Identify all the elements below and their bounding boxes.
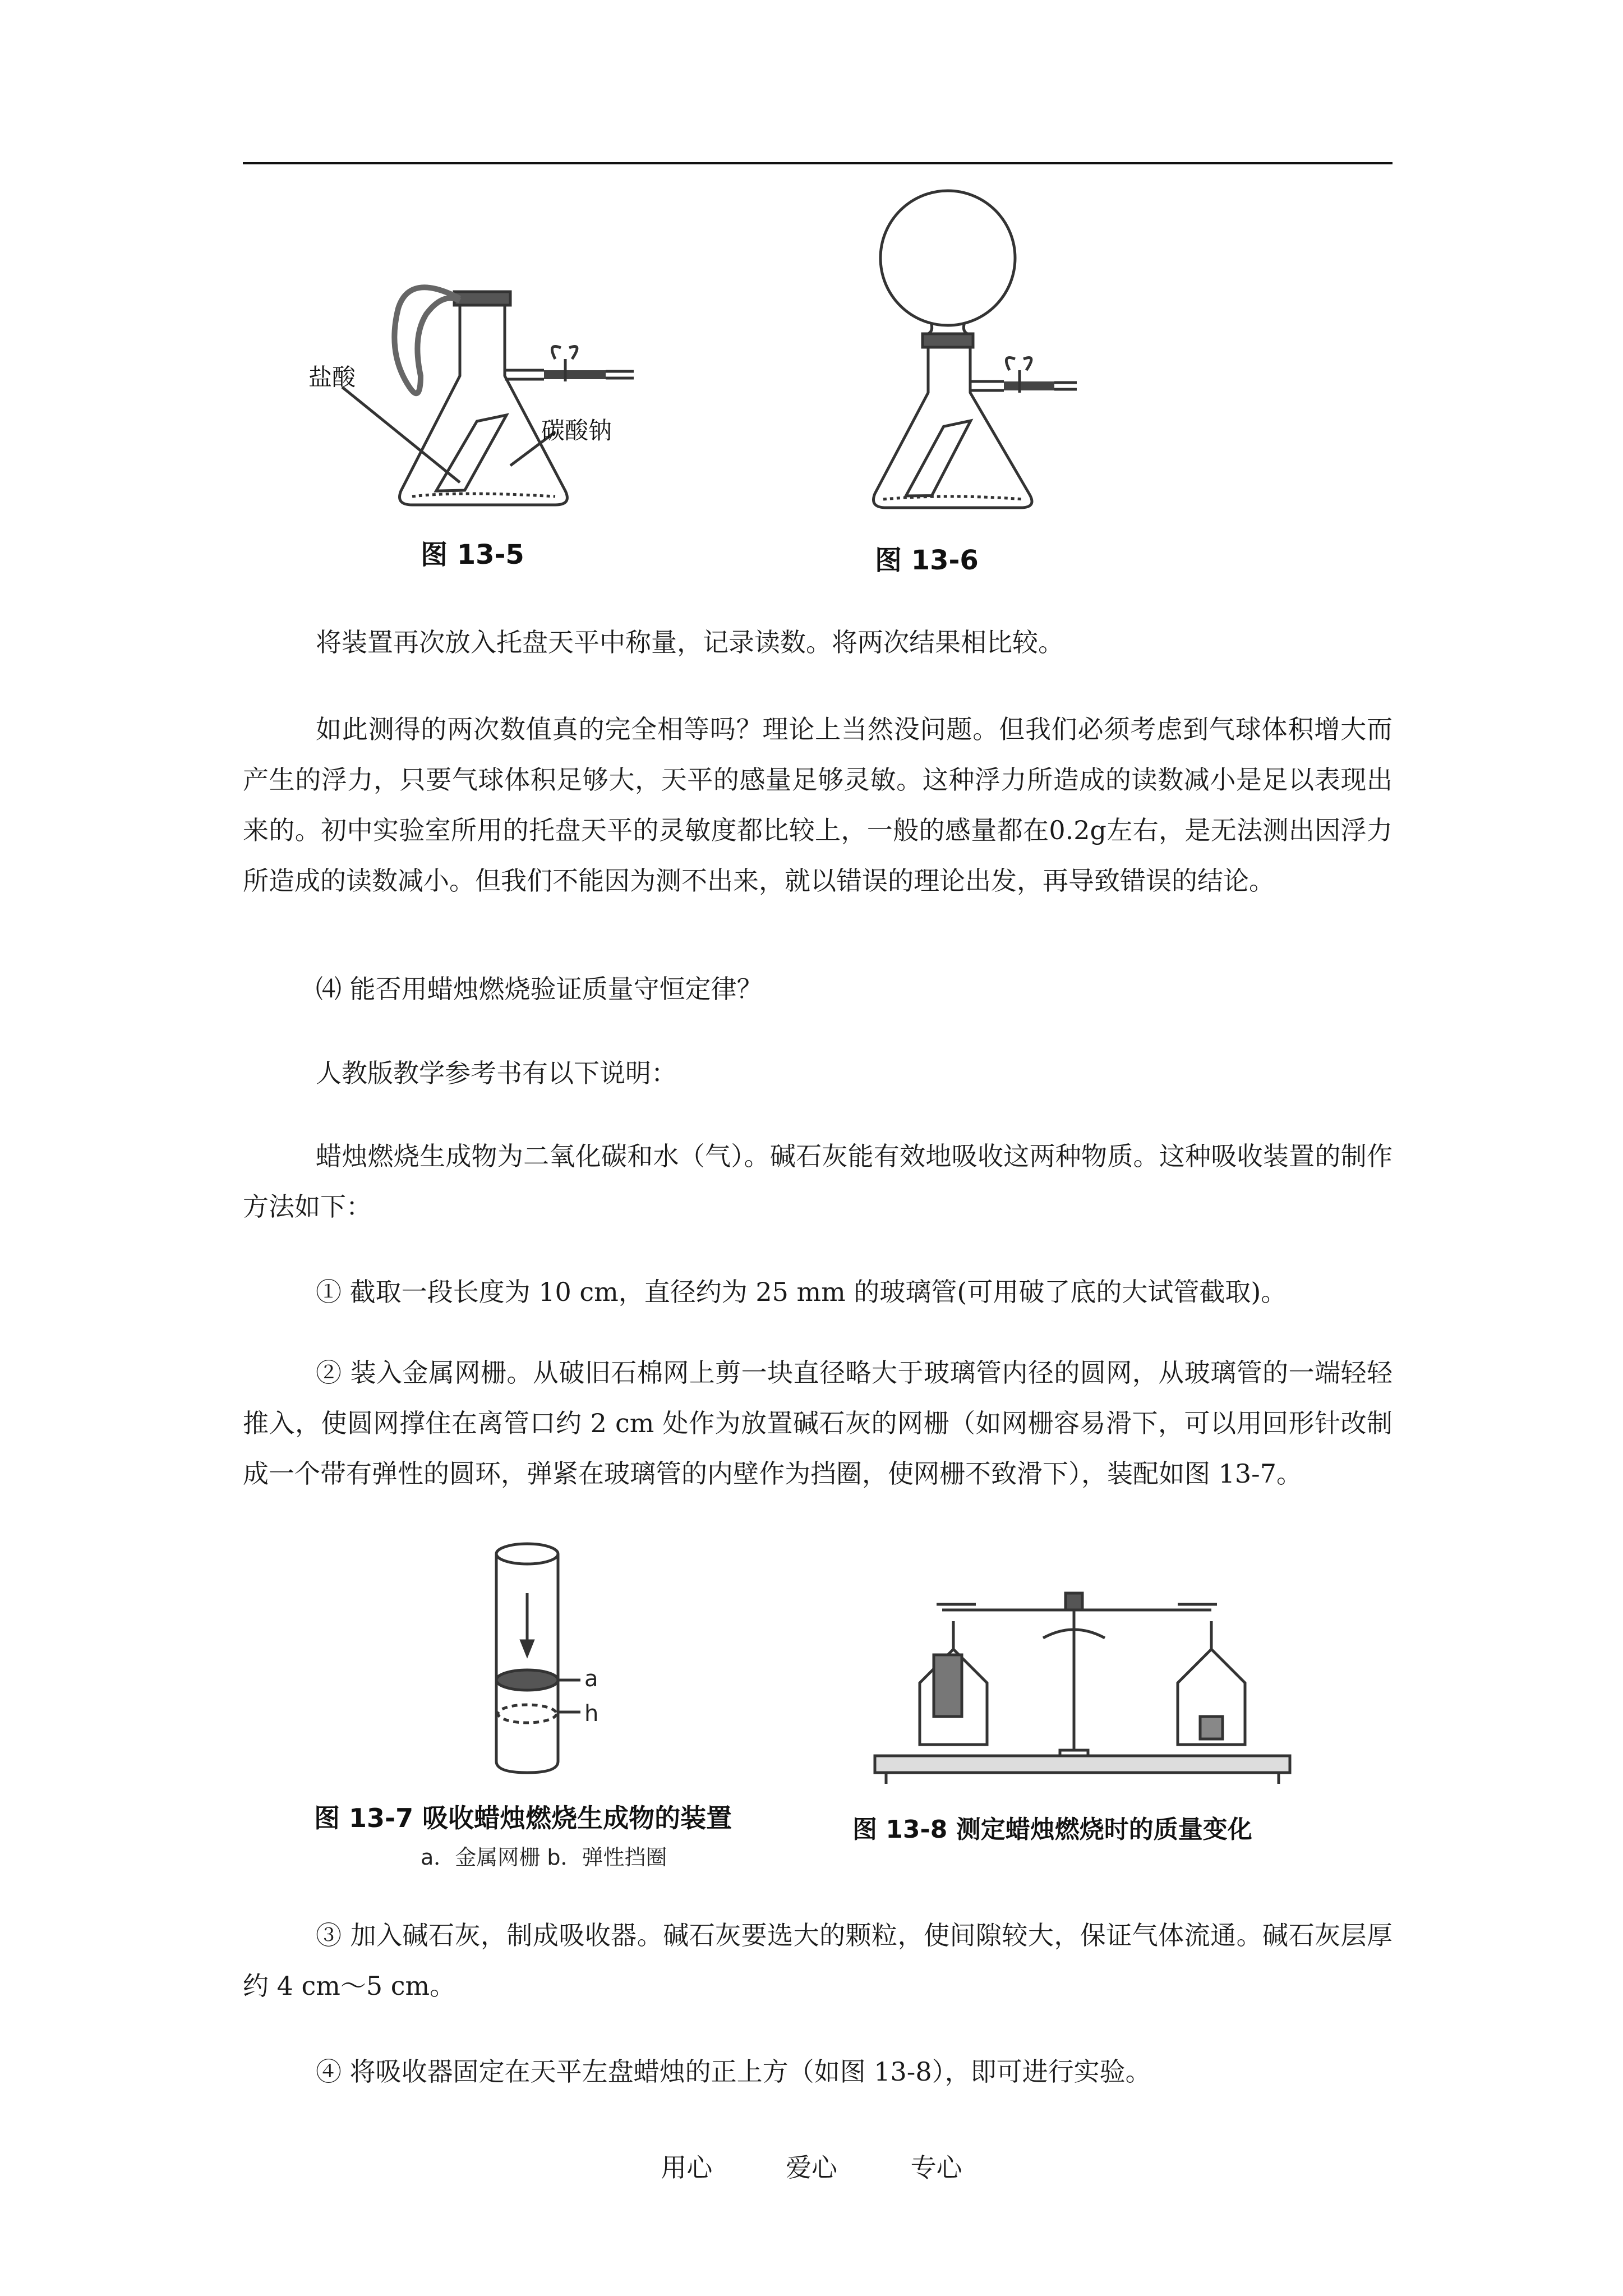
balance-with-candle-illustration bbox=[852, 1571, 1312, 1806]
paragraph: ⑷ 能否用蜡烛燃烧验证质量守恒定律？ bbox=[316, 974, 763, 1004]
label-a: a bbox=[584, 1666, 598, 1692]
figure-13-6 bbox=[836, 191, 1127, 583]
paragraph: ③ 加入碱石灰，制成吸收器。碱石灰要选大的颗粒，使间隙较大，保证气体流通。碱石灰层厚约 4 cm～5 cm。 bbox=[243, 1920, 1393, 2001]
paragraph: 蜡烛燃烧生成物为二氧化碳和水（气）。碱石灰能有效地吸收这两种物质。这种吸收装置的制作方法如下： bbox=[243, 1141, 1393, 1222]
label-sodium-carbonate: 碳酸钠 bbox=[541, 417, 612, 444]
figure-13-8 bbox=[852, 1571, 1312, 1851]
figure-13-7 bbox=[314, 1537, 796, 1879]
label-hydrochloric-acid: 盐酸 bbox=[308, 364, 356, 391]
header-rule bbox=[243, 162, 1393, 164]
footer-text: 专心 bbox=[910, 2152, 962, 2183]
footer-text: 用心 bbox=[661, 2152, 713, 2183]
flask-with-balloon-illustration bbox=[836, 191, 1127, 539]
paragraph: 人教版教学参考书有以下说明： bbox=[316, 1058, 677, 1088]
paragraph: 将装置再次放入托盘天平中称量，记录读数。将两次结果相比较。 bbox=[316, 627, 1064, 657]
figure-caption: 图 13-7 吸收蜡烛燃烧生成物的装置 bbox=[314, 1803, 732, 1833]
page-footer bbox=[0, 2147, 1623, 2184]
paragraph: ② 装入金属网栅。从破旧石棉网上剪一块直径略大于玻璃管内径的圆网，从玻璃管的一端轻轻推入，使圆网撑住在离管口约 2 cm 处作为放置碱石灰的网栅（如网栅容易滑下，可以用回形针改制成一个带有弹性的圆环，弹紧在玻璃管的内壁作为挡圈，使网栅不致滑下），装配如图 13-7。 bbox=[243, 1358, 1393, 1489]
figure-13-5 bbox=[292, 269, 695, 583]
paragraph: ① 截取一段长度为 10 cm，直径约为 25 mm 的玻璃管(可用破了底的大试管截取)。 bbox=[316, 1277, 1287, 1307]
figure-caption: 图 13-5 bbox=[421, 539, 524, 570]
figure-caption: 图 13-6 bbox=[875, 545, 979, 576]
figure-subcaption: a．金属网栅 b．弹性挡圈 bbox=[421, 1845, 667, 1870]
paragraph: 如此测得的两次数值真的完全相等吗？理论上当然没问题。但我们必须考虑到气球体积增大而产生的浮力，只要气球体积足够大，天平的感量足够灵敏。这种浮力所造成的读数减小是足以表现出来的。初中实验室所用的托盘天平的灵敏度都比较上，一般的感量都在0.2g左右，是无法测出因浮力所造成的读数减小。但我们不能因为测不出来，就以错误的理论出发，再导致错误的结论。 bbox=[243, 714, 1393, 896]
footer-text: 爱心 bbox=[786, 2152, 837, 2183]
paragraph: ④ 将吸收器固定在天平左盘蜡烛的正上方（如图 13-8），即可进行实验。 bbox=[316, 2056, 1151, 2087]
flask-with-syringe-illustration bbox=[292, 269, 695, 561]
absorber-tube-illustration bbox=[314, 1537, 796, 1818]
figure-caption: 图 13-8 测定蜡烛燃烧时的质量变化 bbox=[852, 1815, 1252, 1844]
label-h: h bbox=[584, 1701, 599, 1727]
